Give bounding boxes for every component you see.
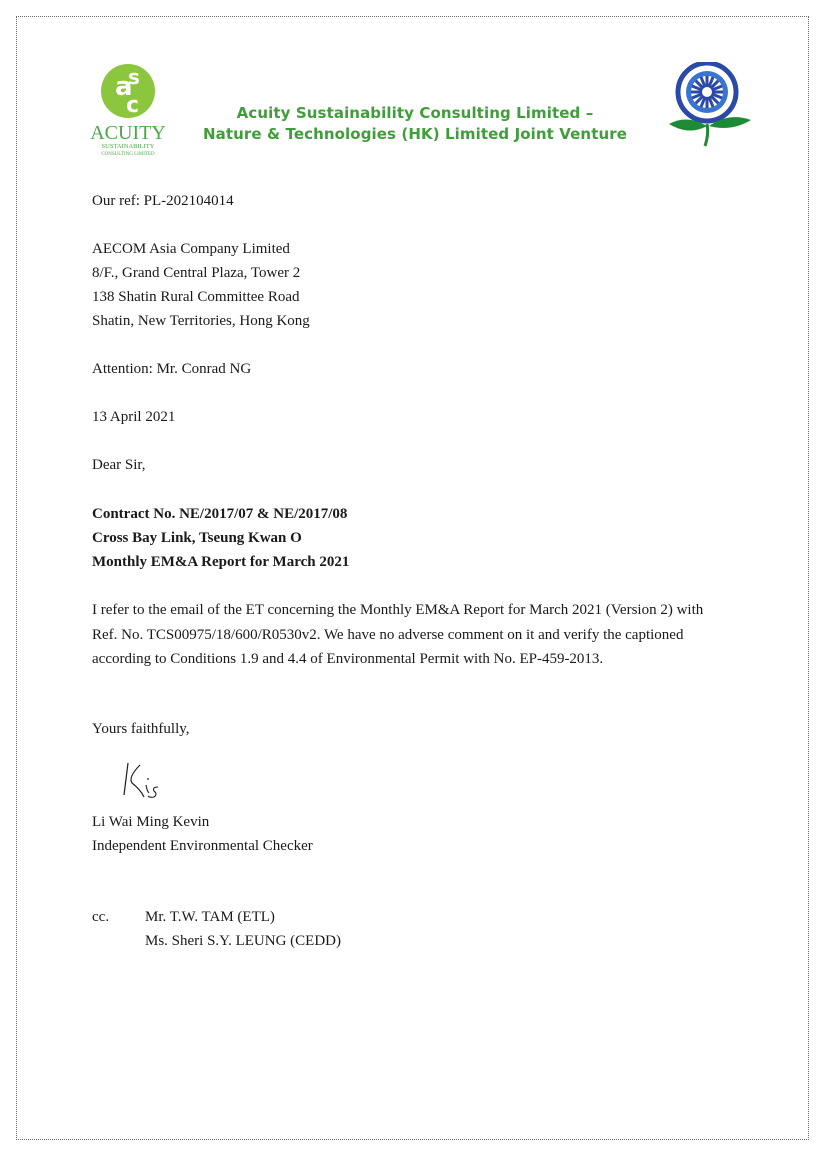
acuity-logo xyxy=(88,62,174,158)
header-title xyxy=(190,103,640,145)
nature-technologies-logo xyxy=(665,62,757,152)
address-line: 8/F., Grand Central Plaza, Tower 2 xyxy=(92,265,301,281)
body-paragraph xyxy=(92,598,752,672)
subject-block xyxy=(92,502,349,574)
signatory-name: Li Wai Ming Kevin xyxy=(92,814,210,830)
header-title-line2: Nature & Technologies (HK) Limited Joint Venture xyxy=(202,125,628,143)
subject-line: Monthly EM&A Report for March 2021 xyxy=(92,554,350,570)
svg-text:a: a xyxy=(115,72,133,102)
svg-text:SUSTAINABILITY: SUSTAINABILITY xyxy=(101,143,155,150)
attention-line: Attention: Mr. Conrad NG xyxy=(92,361,252,377)
cc-list xyxy=(145,905,341,953)
closing: Yours faithfully, xyxy=(92,721,190,737)
cc-recipient: Mr. T.W. TAM (ETL) xyxy=(145,909,275,925)
address-line: AECOM Asia Company Limited xyxy=(92,241,290,257)
cc-recipient: Ms. Sheri S.Y. LEUNG (CEDD) xyxy=(145,933,341,949)
signatory-block xyxy=(92,810,313,858)
address-line: Shatin, New Territories, Hong Kong xyxy=(92,313,310,329)
body-line: according to Conditions 1.9 and 4.4 of Environmental Permit with No. EP-459-2013. xyxy=(92,651,604,667)
address-block xyxy=(92,237,310,333)
cc-label: cc. xyxy=(92,909,110,925)
page-border xyxy=(16,16,809,1140)
salutation: Dear Sir, xyxy=(92,457,146,473)
svg-text:s: s xyxy=(128,65,140,89)
acuity-logo-wordmark: ACUITY xyxy=(90,122,166,144)
signatory-title: Independent Environmental Checker xyxy=(92,838,313,854)
body-line: Ref. No. TCS00975/18/600/R0530v2. We have no adverse comment on it and verify the captioned xyxy=(92,626,684,643)
our-ref: Our ref: PL-202104014 xyxy=(92,193,234,209)
handwritten-signature xyxy=(114,757,174,808)
subject-line: Contract No. NE/2017/07 & NE/2017/08 xyxy=(92,506,348,522)
svg-text:CONSULTING LIMITED: CONSULTING LIMITED xyxy=(101,152,155,157)
subject-line: Cross Bay Link, Tseung Kwan O xyxy=(92,530,302,546)
body-line: I refer to the email of the ET concerning the Monthly EM&A Report for March 2021 (Version 2) with xyxy=(92,602,704,618)
letter-date: 13 April 2021 xyxy=(92,409,176,425)
address-line: 138 Shatin Rural Committee Road xyxy=(92,289,300,305)
header-title-line1: Acuity Sustainability Consulting Limited – xyxy=(236,104,594,122)
svg-text:c: c xyxy=(126,93,140,118)
